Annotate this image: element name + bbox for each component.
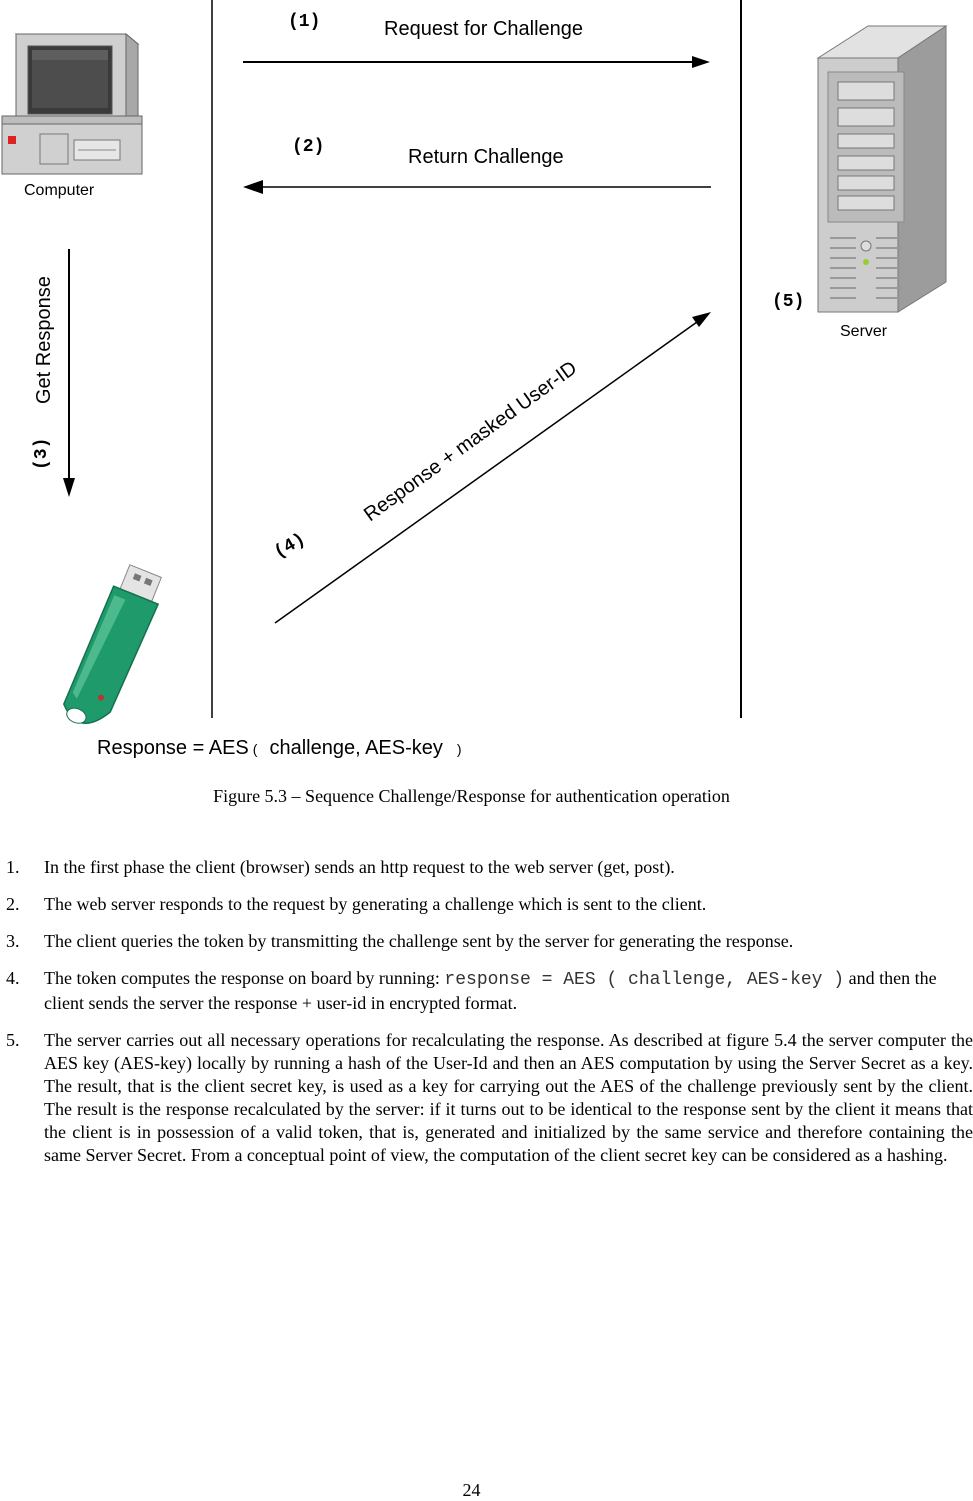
step2-arrowhead (243, 180, 263, 194)
formula-open-paren: ( (252, 741, 258, 757)
computer-icon (2, 34, 142, 174)
aes-code-snippet: response = AES ( challenge, AES-key ) (444, 970, 845, 990)
list-item-text: The client queries the token by transmitting the challenge sent by the server for generating the response. (44, 931, 794, 951)
aes-formula (97, 737, 462, 759)
server-label: Server (840, 323, 888, 340)
step2-number: (2) (292, 137, 325, 157)
list-item-text: The token computes the response on board by running: (44, 968, 445, 988)
server-icon (818, 26, 946, 312)
list-item-text: The server carries out all necessary operations for recalculating the response. As described at figure 5.4 the server computer the AES key (AES-key) locally by running a hash of the User-Id and then an AES computation by using the Server Secret as a key. The result, that is the client secret key, is used as a key for carrying out the AES of the challenge previously sent by the client. The result is the response recalculated by the server: if it turns out to be identical to the response sent by the client it means that the client is in possession of a valid token, that is, generated and initialized by the same service and therefore containing the same Server Secret. From a conceptual point of view, the computation of the client secret key can be considered as a hashing. (44, 1030, 973, 1165)
step3-arrowhead (63, 478, 75, 497)
steps-list (0, 856, 973, 1181)
list-item (0, 1029, 973, 1167)
step1-arrowhead (692, 56, 710, 68)
step4-label: Response + masked User-ID (360, 356, 582, 527)
formula-args: challenge, AES-key (269, 737, 443, 759)
list-item-number: 5. (6, 1030, 20, 1050)
list-item (0, 930, 973, 953)
computer-label: Computer (24, 182, 95, 199)
list-item (0, 967, 973, 1015)
list-item-number: 4. (6, 968, 20, 988)
step4-arrow (275, 322, 697, 623)
figure-caption: Figure 5.3 – Sequence Challenge/Response for authentication operation (213, 786, 730, 806)
list-item (0, 856, 973, 879)
list-item-text: In the first phase the client (browser) sends an http request to the web server (get, post). (44, 857, 675, 877)
list-item-number: 3. (6, 931, 20, 951)
step5-number: (5) (772, 292, 805, 312)
formula-prefix: Response = AES (97, 737, 249, 759)
list-item-text: The web server responds to the request by generating a challenge which is sent to the client. (44, 894, 707, 914)
step4-arrowhead (692, 312, 711, 327)
page-number: 24 (462, 1480, 481, 1500)
step2-label: Return Challenge (408, 146, 564, 168)
list-item-text-continued: and then the client sends the server the response + user-id in encrypted format. (44, 968, 937, 1013)
step1-label: Request for Challenge (384, 18, 584, 40)
step4-number: (4) (271, 529, 310, 564)
formula-close-paren: ) (456, 741, 462, 757)
list-item-number: 1. (6, 857, 20, 877)
list-item (0, 893, 973, 916)
list-item-number: 2. (6, 894, 20, 914)
usb-token-icon (59, 561, 168, 735)
step1-number: (1) (288, 12, 321, 32)
step3-label: Get Response (33, 276, 55, 404)
step3-number: (3) (32, 437, 52, 470)
